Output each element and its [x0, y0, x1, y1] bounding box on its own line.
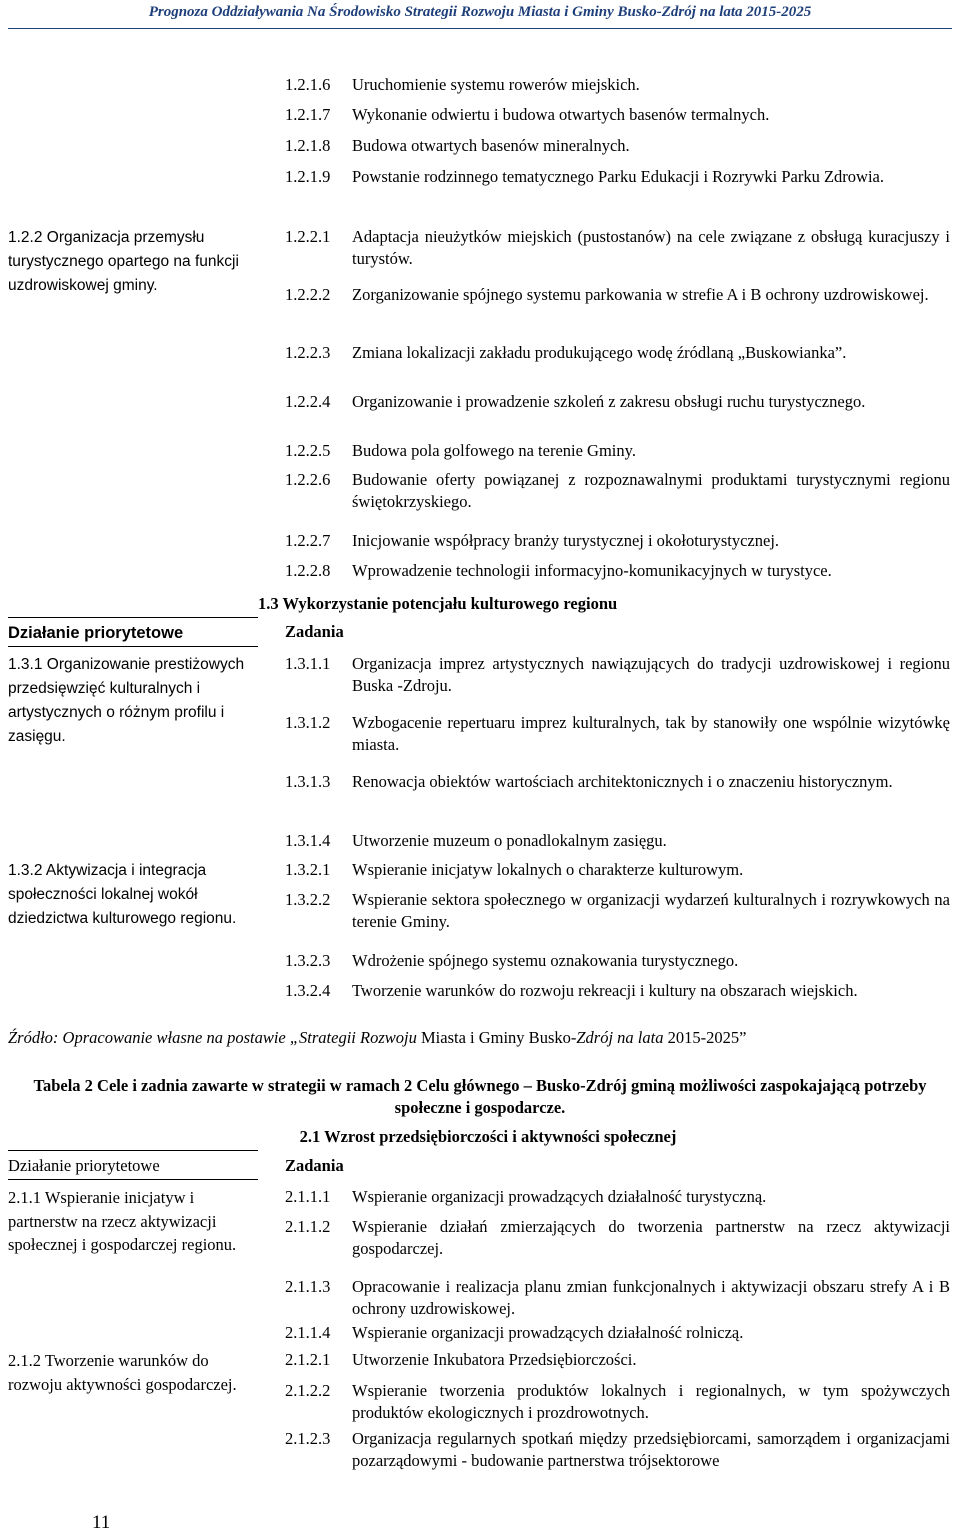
task-row: 2.1.1.1 Wspieranie organizacji prowadzących działalność turystyczną.: [285, 1187, 767, 1206]
task-row: 1.2.2.7 Inicjowanie współpracy branży turystycznej i okołoturystycznej.: [285, 531, 780, 550]
task-row: 1.3.2.3 Wdrożenie spójnego systemu oznakowania turystycznego.: [285, 951, 739, 970]
task-row: 1.2.2.5 Budowa pola golfowego na terenie Gminy.: [285, 441, 636, 460]
task-row: 2.1.1.2 Wspieranie działań zmierzających do tworzenia partnerstw na rzecz aktywizacji gospodarczej.: [285, 1217, 950, 1258]
section-heading-2-1: 2.1 Wzrost przedsiębiorczości i aktywności społecznej: [299, 1127, 677, 1146]
priority-action-1-3-1: 1.3.1 Organizowanie prestiżowych przedsięwzięć kulturalnych i artystycznych o różnym profilu i zasięgu.: [8, 656, 245, 745]
task-row: 1.3.1.2 Wzbogacenie repertuaru imprez kulturalnych, tak by stanowiły one wspólnie wizytówkę miasta.: [285, 713, 950, 754]
priority-action-1-2-2: 1.2.2 Organizacja przemysłu turystycznego opartego na funkcji uzdrowiskowej gminy.: [8, 229, 239, 294]
task-row: 2.1.2.1 Utworzenie Inkubatora Przedsiębiorczości.: [285, 1350, 637, 1369]
task-row: 1.3.1.3 Renowacja obiektów wartościach architektonicznych i o znaczeniu historycznym.: [285, 772, 893, 791]
column-divider: [8, 1179, 258, 1180]
task-row: 1.2.1.6 Uruchomienie systemu rowerów miejskich.: [285, 75, 640, 94]
running-header: Prognoza Oddziaływania Na Środowisko Strategii Rozwoju Miasta i Gminy Busko-Zdrój na lata 2015-2025: [148, 4, 812, 20]
task-row: 1.3.2.2 Wspieranie sektora społecznego w organizacji wydarzeń kulturalnych i rozrywkowych na terenie Gminy.: [285, 890, 950, 931]
task-row: 2.1.1.3 Opracowanie i realizacja planu zmian funkcjonalnych i aktywizacji obszaru strefy A i B ochrony uzdrowiskowej.: [285, 1277, 950, 1318]
column-header-action: Działanie priorytetowe: [8, 624, 184, 642]
task-row: 1.2.2.4 Organizowanie i prowadzenie szkoleń z zakresu obsługi ruchu turystycznego.: [285, 392, 866, 411]
column-header-tasks: Zadania: [285, 622, 344, 641]
source-note: Źródło: Opracowanie własne na postawie „Strategii Rozwoju Miasta i Gminy Busko-Zdrój na lata 2015-2025”: [8, 1028, 747, 1047]
priority-action-2-1-1: 2.1.1 Wspieranie inicjatyw i partnerstw na rzecz aktywizacji społecznej i gospodarczej regionu.: [8, 1188, 237, 1254]
section-heading-1-3: 1.3 Wykorzystanie potencjału kulturowego regionu: [258, 594, 618, 613]
task-row: 1.2.1.9 Powstanie rodzinnego tematycznego Parku Edukacji i Rozrywki Parku Zdrowia.: [285, 167, 884, 186]
priority-action-2-1-2: 2.1.2 Tworzenie warunków do rozwoju aktywności gospodarczej.: [8, 1351, 237, 1394]
task-row: 2.1.2.2 Wspieranie tworzenia produktów lokalnych i regionalnych, w tym spożywczych produktów ekologicznych i prozdrowotnych.: [285, 1381, 950, 1422]
task-row: 1.2.2.2 Zorganizowanie spójnego systemu parkowania w strefie A i B ochrony uzdrowiskowej.: [285, 285, 929, 304]
task-row: 2.1.2.3 Organizacja regularnych spotkań między przedsiębiorcami, samorządem i organizacjami pozarządowymi - budowanie partnerstwa trójsektorowe: [285, 1429, 950, 1470]
task-row: 1.2.1.7 Wykonanie odwiertu i budowa otwartych basenów termalnych.: [285, 105, 770, 124]
task-row: 1.2.2.8 Wprowadzenie technologii informacyjno-komunikacyjnych w turystyce.: [285, 561, 832, 580]
task-row: 1.3.1.1 Organizacja imprez artystycznych nawiązujących do tradycji uzdrowiskowej i regionu Buska -Zdroju.: [285, 654, 950, 695]
priority-action-1-3-2: 1.3.2 Aktywizacja i integracja społeczności lokalnej wokół dziedzictwa kulturowego regionu.: [8, 862, 237, 927]
column-header-action: Działanie priorytetowe: [8, 1156, 160, 1175]
column-header-tasks: Zadania: [285, 1156, 344, 1175]
task-row: 1.3.1.4 Utworzenie muzeum o ponadlokalnym zasięgu.: [285, 831, 667, 850]
header-rule: [8, 28, 952, 29]
task-row: 1.2.2.1 Adaptacja nieużytków miejskich (pustostanów) na cele związane z obsługą kuracjuszy i turystów.: [285, 227, 950, 268]
task-row: 1.2.2.3 Zmiana lokalizacji zakładu produkującego wodę źródlaną „Buskowianka”.: [285, 343, 847, 362]
task-row: 1.2.1.8 Budowa otwartych basenów mineralnych.: [285, 136, 630, 155]
column-divider: [8, 1150, 258, 1151]
table-caption: Tabela 2 Cele i zadnia zawarte w strategii w ramach 2 Celu głównego – Busko-Zdrój gminą możliwości zaspokajającą potrzeby społeczne i gospodarcze.: [33, 1076, 927, 1117]
task-row: 1.2.2.6 Budowanie oferty powiązanej z rozpoznawalnymi produktami turystycznymi regionu świętokrzyskiego.: [285, 470, 950, 511]
task-row: 1.3.2.1 Wspieranie inicjatyw lokalnych o charakterze kulturowym.: [285, 860, 744, 879]
column-divider: [8, 646, 258, 647]
page-number: 11: [92, 1512, 111, 1533]
task-row: 1.3.2.4 Tworzenie warunków do rozwoju rekreacji i kultury na obszarach wiejskich.: [285, 981, 858, 1000]
task-row: 2.1.1.4 Wspieranie organizacji prowadzących działalność rolniczą.: [285, 1323, 744, 1342]
column-divider: [8, 617, 258, 618]
